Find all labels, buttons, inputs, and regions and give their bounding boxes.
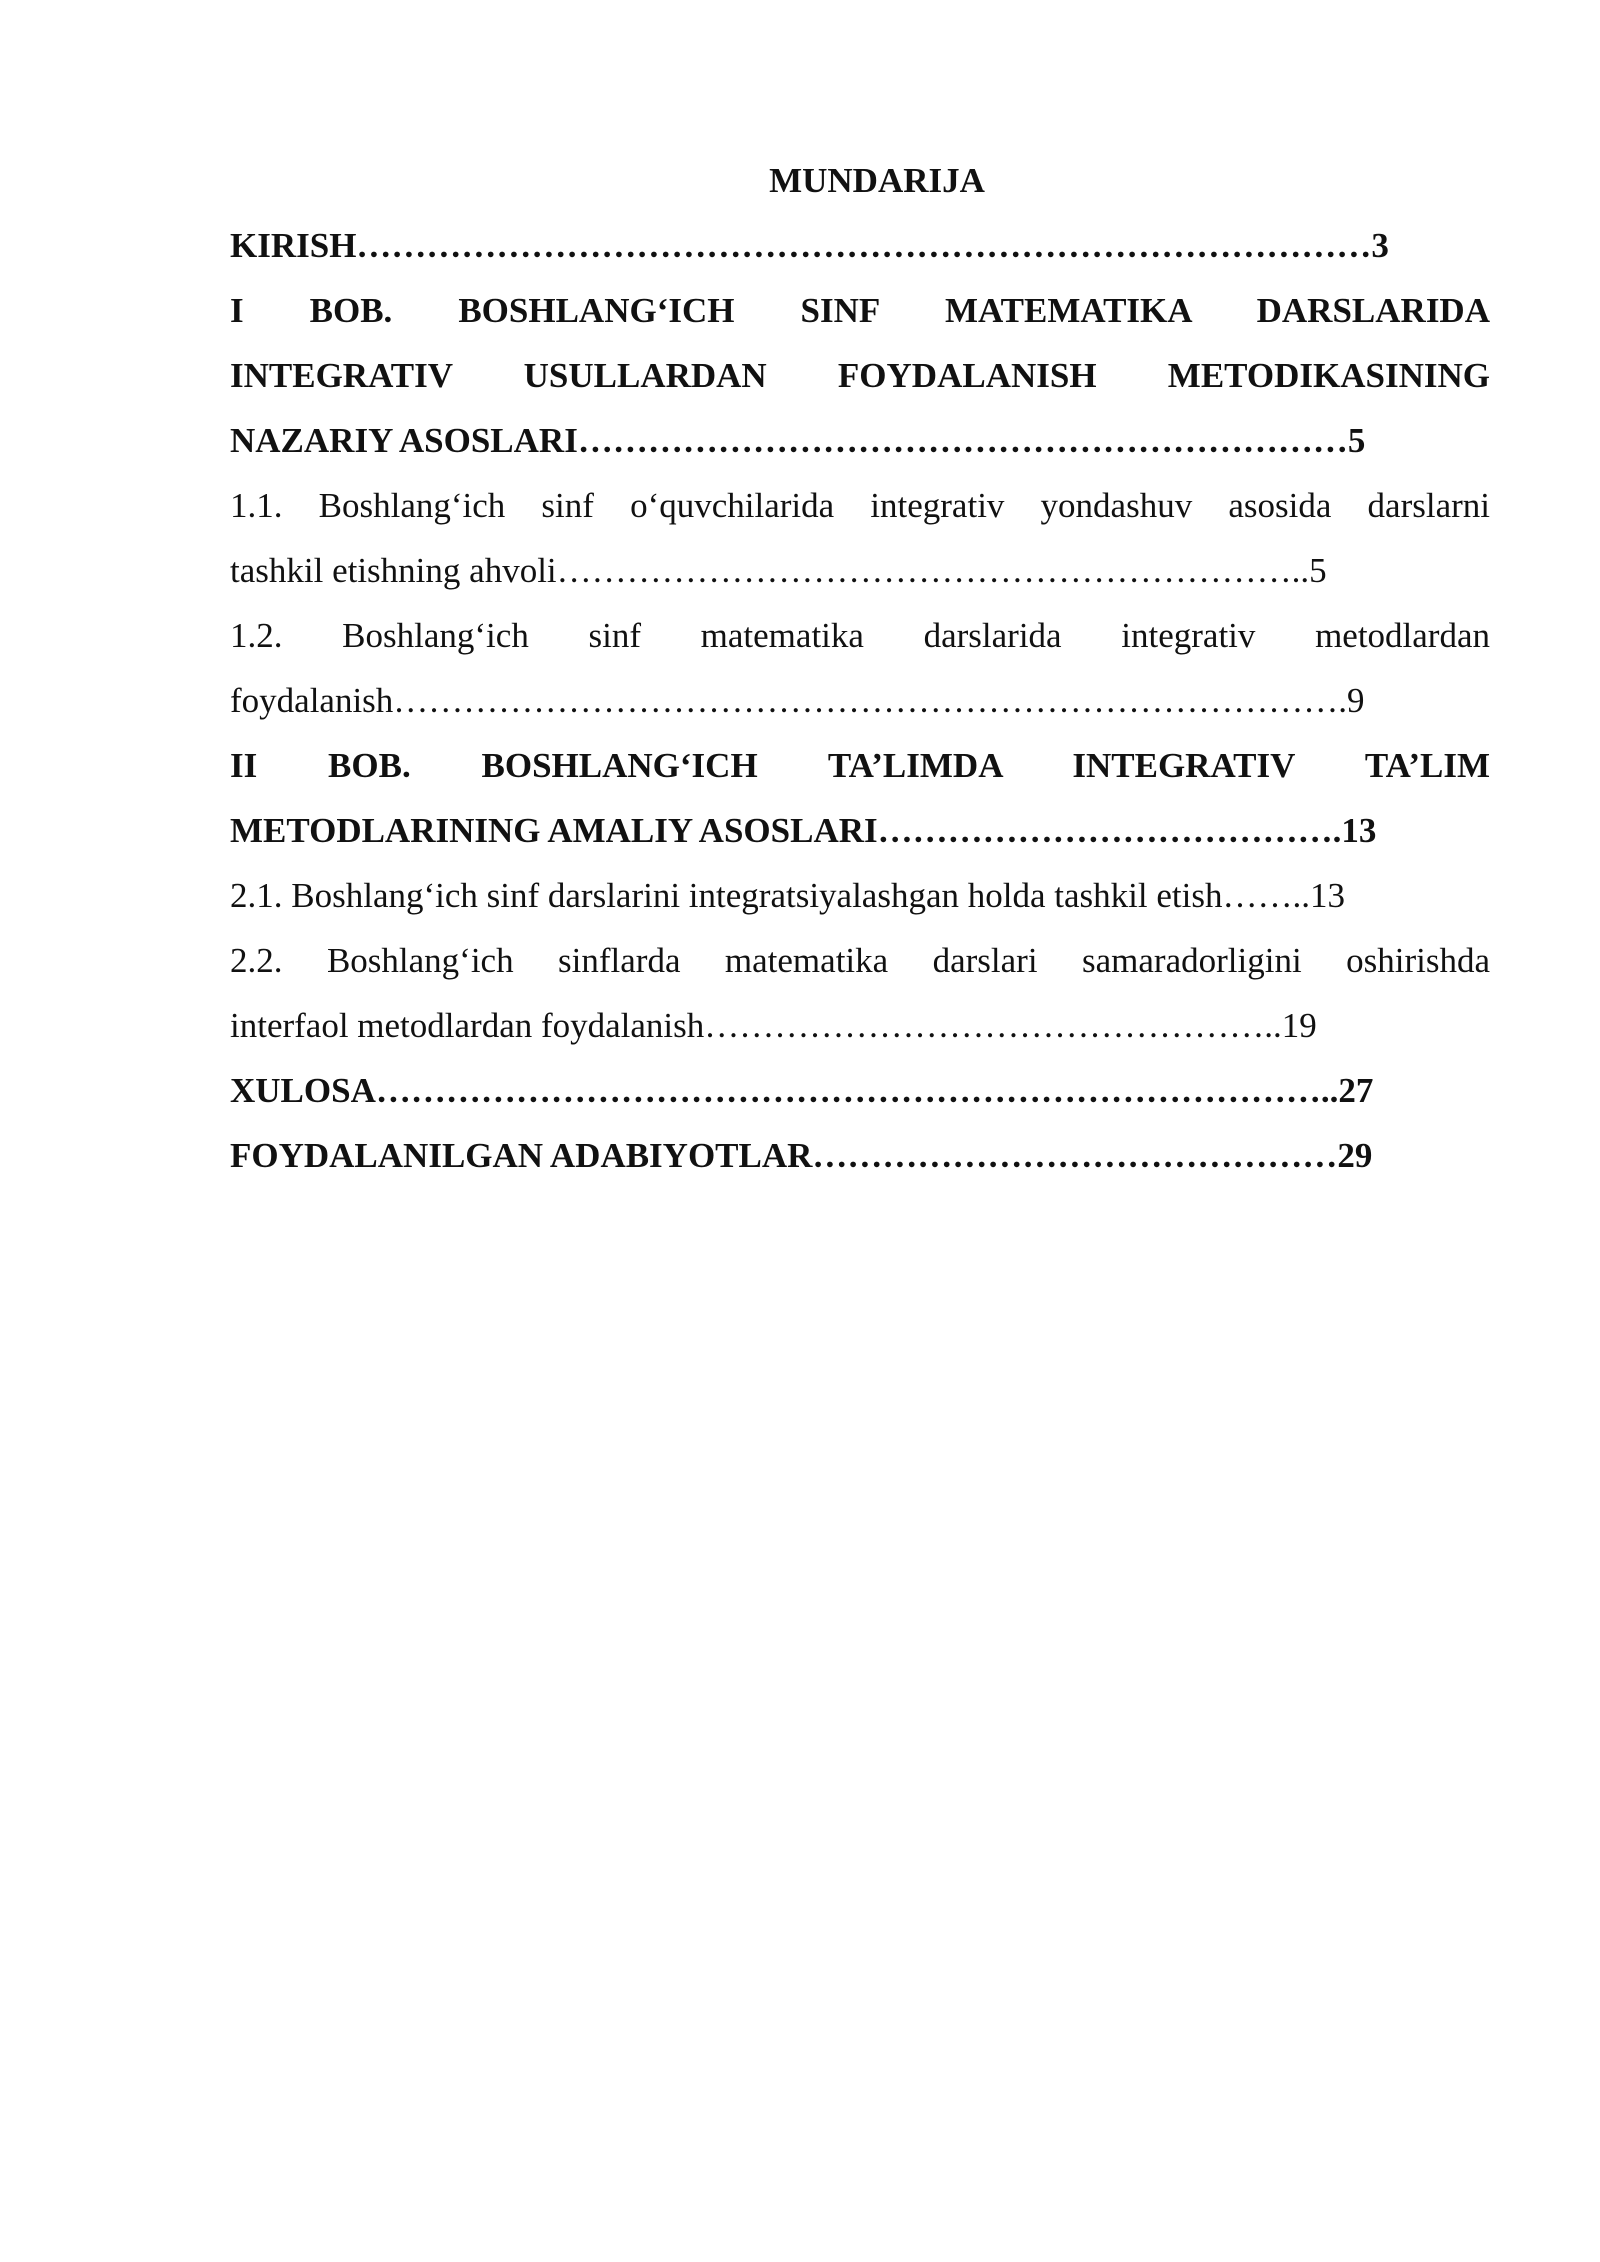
toc-entry-chapter-2-line-2: METODLARINING AMALIY ASOSLARI………………………………….13 — [230, 811, 1377, 850]
toc-entry-references: FOYDALANILGAN ADABIYOTLAR………………………………………29 — [230, 1136, 1373, 1175]
toc-entry-introduction: KIRISH……………………………………………………………………………3 — [230, 226, 1389, 265]
toc-entry-chapter-2-line-1: II BOB. BOSHLANG‘ICH TA’LIMDA INTEGRATIV TA’LIM — [230, 746, 1490, 785]
toc-entry-section-2-1: 2.1. Boshlang‘ich sinf darslarini integratsiyalashgan holda tashkil etish……..13 — [230, 876, 1345, 915]
toc-entry-section-1-2-line-1: 1.2. Boshlang‘ich sinf matematika darslarida integrativ metodlardan — [230, 616, 1490, 655]
toc-entry-section-1-1-line-2: tashkil etishning ahvoli………………………………………………………..5 — [230, 551, 1327, 590]
toc-entry-chapter-1-line-1: I BOB. BOSHLANG‘ICH SINF MATEMATIKA DARSLARIDA — [230, 291, 1490, 330]
toc-entry-chapter-1-line-3: NAZARIY ASOSLARI…………………………………………………………5 — [230, 421, 1366, 460]
toc-entry-conclusion: XULOSA………………………………………………………………………..27 — [230, 1071, 1374, 1110]
toc-entry-section-1-1-line-1: 1.1. Boshlang‘ich sinf o‘quvchilarida integrativ yondashuv asosida darslarni — [230, 486, 1490, 525]
table-of-contents — [230, 148, 1490, 1188]
toc-entry-section-2-2-line-1: 2.2. Boshlang‘ich sinflarda matematika darslari samaradorligini oshirishda — [230, 941, 1490, 980]
toc-entry-section-1-2-line-2: foydalanish……………………………………………………………………….9 — [230, 681, 1365, 720]
toc-title: MUNDARIJA — [769, 161, 985, 200]
toc-entry-chapter-1-line-2: INTEGRATIV USULLARDAN FOYDALANISH METODIKASINING — [230, 356, 1490, 395]
toc-entry-section-2-2-line-2: interfaol metodlardan foydalanish…………………………………………..19 — [230, 1006, 1317, 1045]
